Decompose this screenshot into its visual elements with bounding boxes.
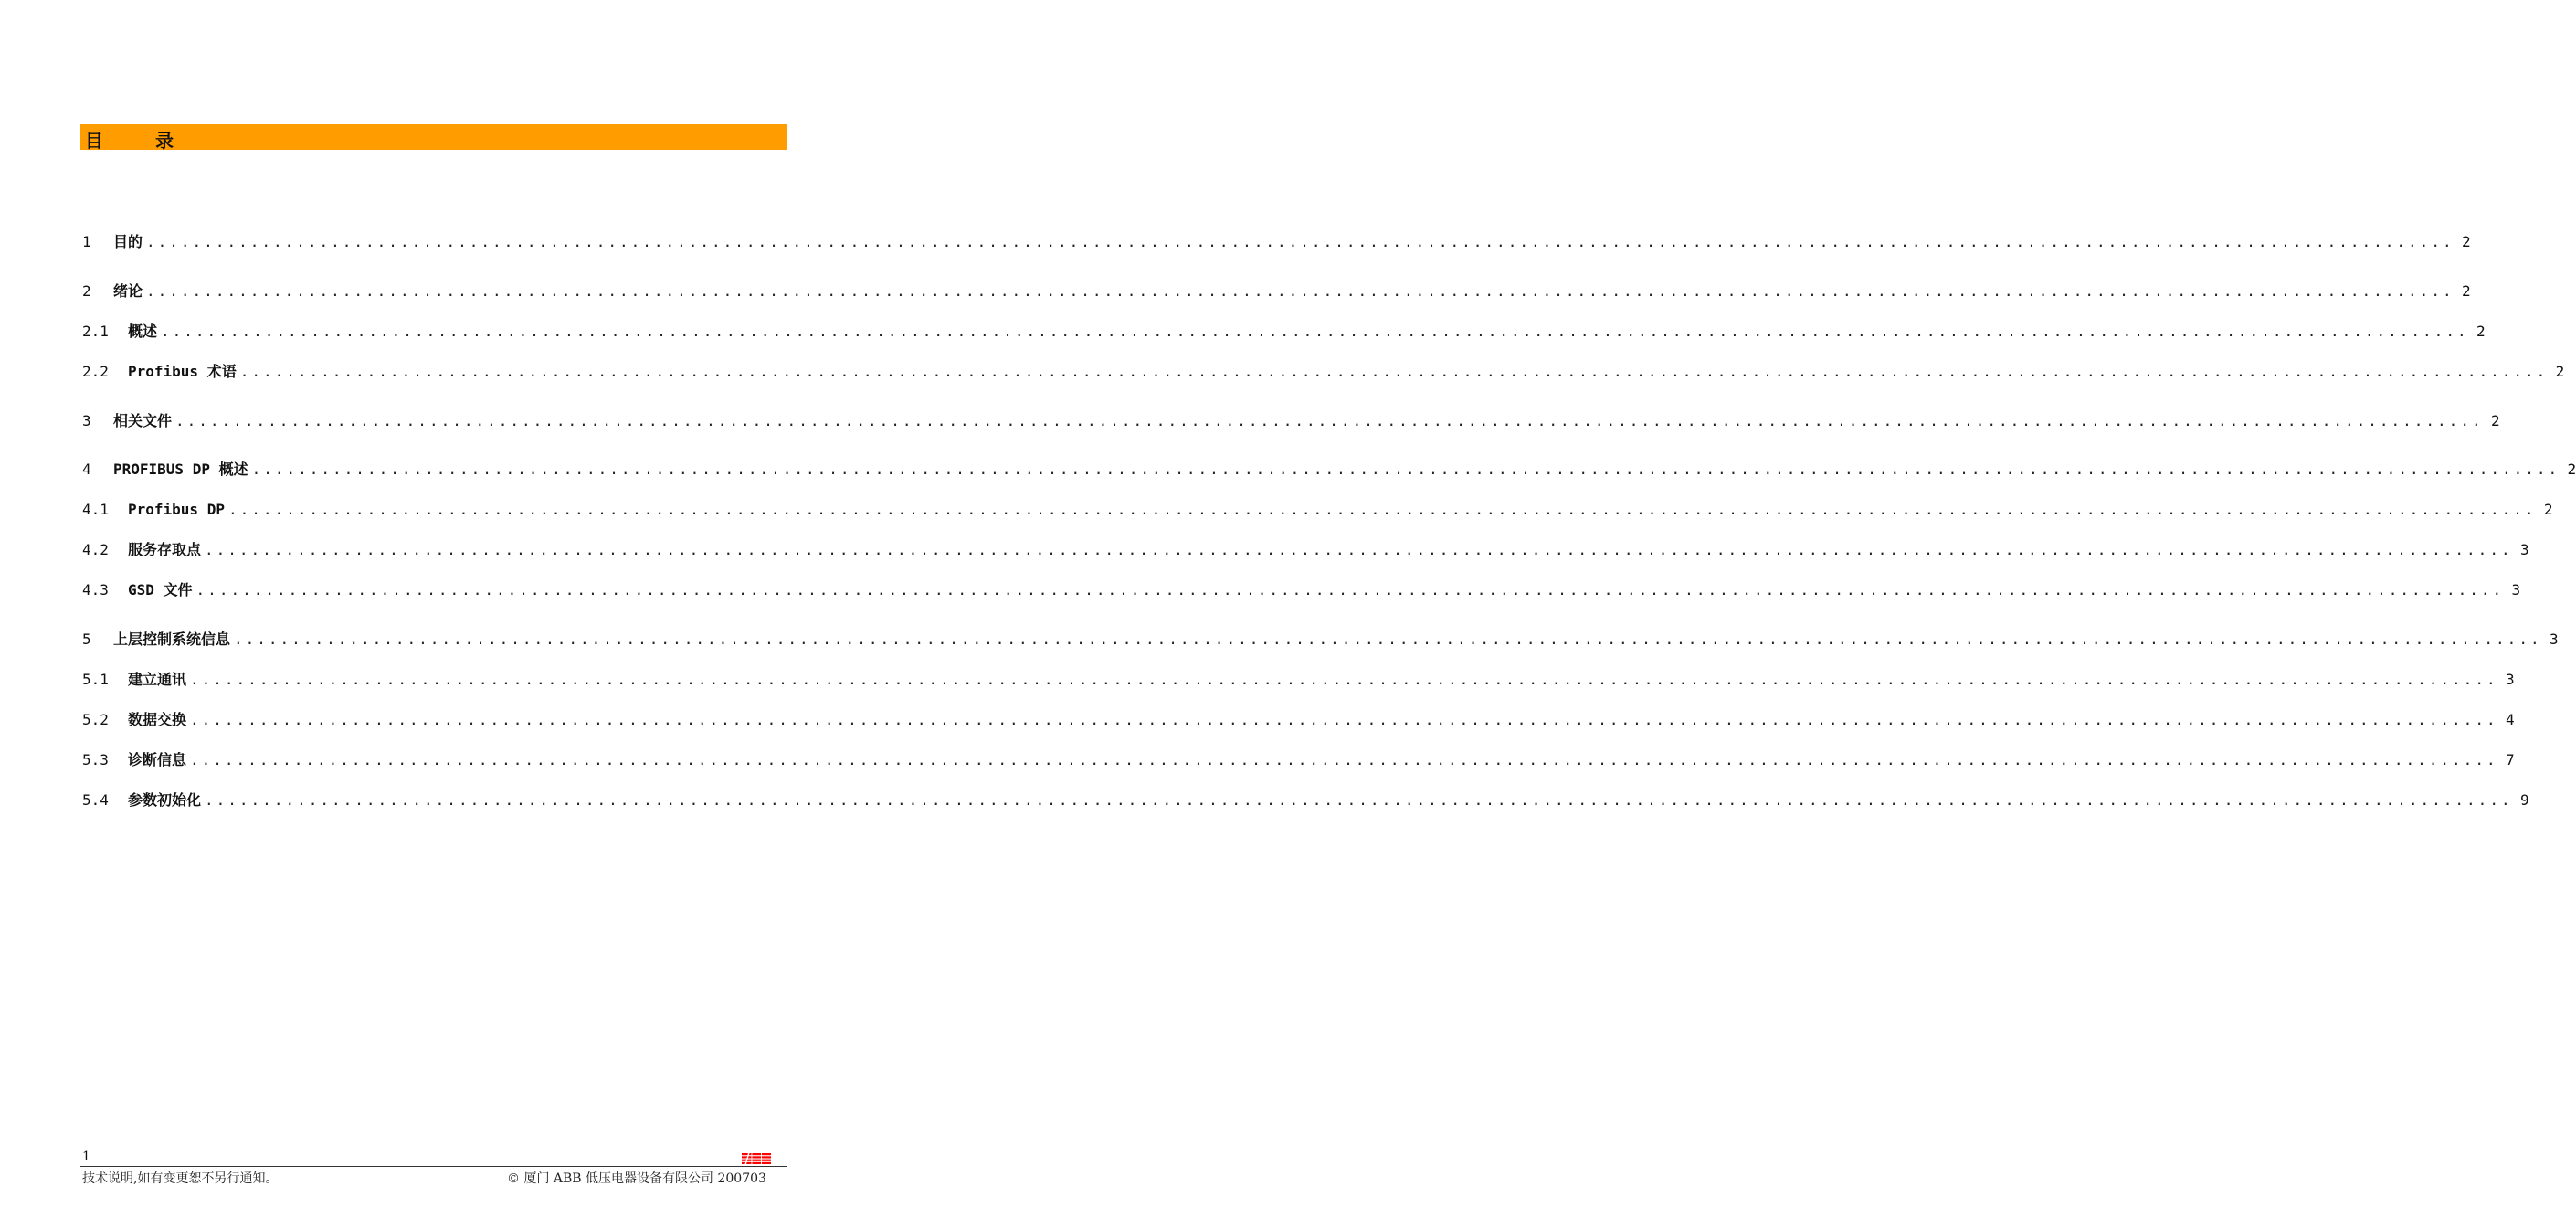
- toc-entry[interactable]: [82, 499, 2553, 521]
- toc-entry-page: 3: [2511, 581, 2521, 599]
- toc-entry-label: 目的: [113, 233, 143, 250]
- toc-dot-leader: ........................................................................................................................................................................................................: [205, 541, 2513, 558]
- toc-entry-number: 3: [82, 412, 91, 429]
- toc-dot-leader: ........................................................................................................................................................................................................: [205, 791, 2513, 809]
- toc-entry-number: 5.4: [82, 791, 109, 809]
- toc-entry-label: 参数初始化: [128, 791, 202, 809]
- toc-entry-page: 2: [2476, 323, 2486, 340]
- toc-entry-label: 上层控制系统信息: [113, 630, 231, 648]
- toc-entry[interactable]: [82, 539, 2529, 561]
- toc-entry-number: 2.2: [82, 363, 109, 380]
- footer-rule: [80, 1166, 787, 1167]
- toc-entry[interactable]: [82, 361, 2565, 383]
- toc-entry-page: 3: [2549, 630, 2559, 648]
- toc-entry-number: 4.1: [82, 501, 109, 518]
- abb-logo-icon: [742, 1153, 771, 1164]
- toc-entry-number: 1: [82, 233, 91, 250]
- toc-entry-label: GSD 文件: [128, 581, 193, 599]
- toc-entry-label: Profibus 术语: [128, 363, 237, 380]
- toc-dot-leader: ........................................................................................................................................................................................................: [195, 581, 2505, 599]
- toc-dot-leader: ........................................................................................................................................................................................................: [239, 363, 2549, 380]
- toc-dot-leader: ........................................................................................................................................................................................................: [175, 412, 2484, 429]
- toc-entry-number: 5.1: [82, 671, 109, 688]
- toc-dot-leader: ........................................................................................................................................................................................................: [227, 501, 2537, 518]
- footer-copyright: © 厦门 ABB 低压电器设备有限公司 200703: [507, 1171, 766, 1186]
- toc-entry-page: 2: [2461, 233, 2471, 250]
- toc-dot-leader: ........................................................................................................................................................................................................: [190, 671, 2498, 688]
- toc-entry[interactable]: [82, 459, 2576, 481]
- toc-entry-number: 2.1: [82, 323, 109, 340]
- toc-entry[interactable]: [82, 709, 2515, 731]
- toc-entry-number: 2: [82, 282, 91, 300]
- toc-entry-number: 5.3: [82, 751, 109, 768]
- toc-entry-page: 4: [2505, 711, 2515, 728]
- toc-entry-number: 4.3: [82, 581, 109, 599]
- toc-entry-page: 3: [2519, 541, 2529, 558]
- toc-entry[interactable]: [82, 231, 2471, 253]
- toc-entry[interactable]: [82, 579, 2521, 601]
- toc-entry-page: 2: [2567, 461, 2576, 478]
- toc-entry[interactable]: [82, 281, 2471, 302]
- toc-entry-number: 5.2: [82, 711, 109, 728]
- toc-entry-label: Profibus DP: [128, 501, 225, 518]
- toc-entry-label: 服务存取点: [128, 541, 202, 558]
- toc-dot-leader: ........................................................................................................................................................................................................: [190, 751, 2498, 768]
- toc-entry-label: 诊断信息: [128, 751, 187, 768]
- toc-entry[interactable]: [82, 789, 2529, 811]
- toc-entry[interactable]: [82, 629, 2559, 651]
- toc-title-bar: [80, 124, 787, 150]
- toc-dot-leader: ........................................................................................................................................................................................................: [251, 461, 2560, 478]
- toc-entry-page: 2: [2543, 501, 2553, 518]
- toc-entry-page: 3: [2505, 671, 2515, 688]
- toc-dot-leader: ........................................................................................................................................................................................................: [234, 630, 2542, 648]
- toc-entry[interactable]: [82, 410, 2500, 432]
- toc-entry-page: 9: [2519, 791, 2529, 809]
- toc-title-part1: 目: [85, 130, 103, 152]
- toc-entry-number: 4: [82, 461, 91, 478]
- toc-entry-label: PROFIBUS DP 概述: [113, 461, 248, 478]
- footer-disclaimer: 技术说明,如有变更恕不另行通知。: [82, 1171, 279, 1186]
- toc-entry-page: 7: [2505, 751, 2515, 768]
- footer-page-number: 1: [82, 1150, 90, 1164]
- toc-dot-leader: ........................................................................................................................................................................................................: [161, 323, 2469, 340]
- toc-entry-label: 概述: [128, 323, 158, 340]
- toc-entry-label: 建立通讯: [128, 671, 187, 688]
- toc-title-part2: 录: [155, 130, 174, 152]
- toc-entry-label: 绪论: [113, 282, 143, 300]
- toc-entry-page: 2: [2555, 363, 2565, 380]
- toc-entry[interactable]: [82, 669, 2515, 691]
- toc-dot-leader: ........................................................................................................................................................................................................: [190, 711, 2498, 728]
- toc-entry-label: 数据交换: [128, 711, 187, 728]
- toc-entry-label: 相关文件: [113, 412, 173, 429]
- toc-entry[interactable]: [82, 321, 2486, 343]
- toc-entry-page: 2: [2490, 412, 2500, 429]
- toc-entry-page: 2: [2461, 282, 2471, 300]
- toc-entry-number: 4.2: [82, 541, 109, 558]
- toc-dot-leader: ........................................................................................................................................................................................................: [146, 282, 2455, 300]
- toc-dot-leader: ........................................................................................................................................................................................................: [146, 233, 2455, 250]
- toc-entry[interactable]: [82, 749, 2515, 771]
- toc-entry-number: 5: [82, 630, 91, 648]
